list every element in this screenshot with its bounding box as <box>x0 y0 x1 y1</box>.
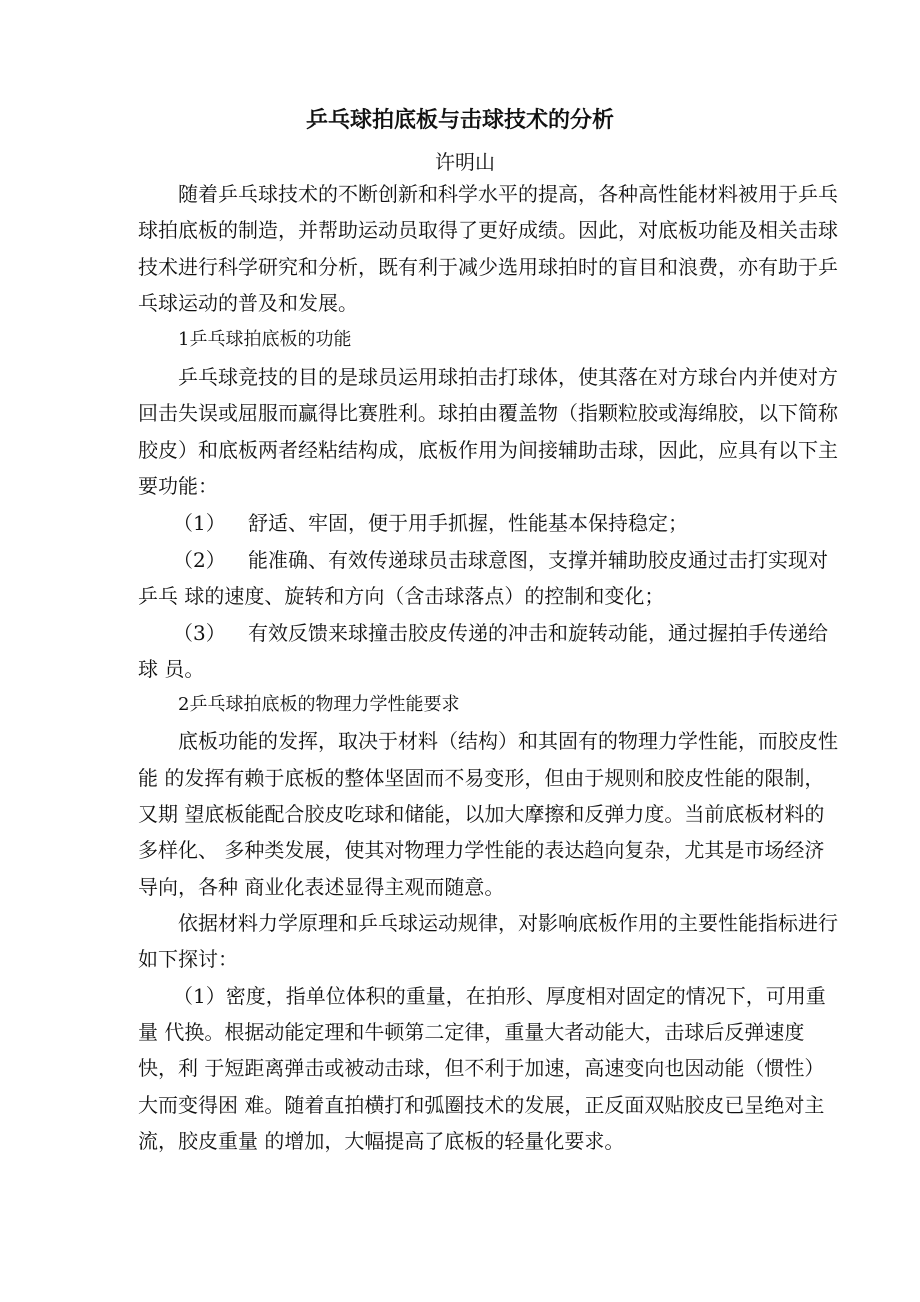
paragraph-line: 球 员。 <box>138 657 205 681</box>
paragraph-line: 又期 望底板能配合胶皮吃球和储能，以加大摩擦和反弹力度。当前底板材料的 <box>138 802 825 826</box>
paragraph-line: 乒乓球竞技的目的是球员运用球拍击打球体，使其落在对方球台内并使对方 <box>178 365 838 389</box>
paragraph-line: 多样化、 多种类发展，使其对物理力学性能的表达趋向复杂，尤其是市场经济 <box>138 838 825 862</box>
document-title: 乒乓球拍底板与击球技术的分析 <box>305 107 614 133</box>
paragraph-line: 技术进行科学研究和分析，既有利于减少选用球拍时的盲目和浪费，亦有助于乒 <box>138 255 838 279</box>
paragraph-line: 量 代换。根据动能定理和牛顿第二定律，重量大者动能大，击球后反弹速度 <box>138 1020 805 1044</box>
list-item-text: 舒适、牢固，便于用手抓握，性能基本保持稳定； <box>248 511 688 535</box>
paragraph-line: 如下探讨： <box>138 947 238 971</box>
section-heading: 1乒乓球拍底板的功能 <box>178 329 352 350</box>
paragraph-line: 回击失误或屈服而赢得比赛胜利。球拍由覆盖物（指颗粒胶或海绵胶，以下简称 <box>138 401 838 425</box>
paragraph-line: 底板功能的发挥，取决于材料（结构）和其固有的物理力学性能，而胶皮性 <box>178 729 838 753</box>
paragraph-line: 依据材料力学原理和乒乓球运动规律，对影响底板作用的主要性能指标进行 <box>178 911 838 935</box>
paragraph-line: 要功能： <box>138 474 218 498</box>
paragraph-line: 能 的发挥有赖于底板的整体坚固而不易变形，但由于规则和胶皮性能的限制， <box>138 766 825 790</box>
paragraph-line: 大而变得困 难。随着直拍横打和弧圈技术的发展，正反面双贴胶皮已呈绝对主 <box>138 1093 825 1117</box>
list-item-text: 有效反馈来球撞击胶皮传递的冲击和旋转动能，通过握拍手传递给 <box>248 621 828 645</box>
paragraph-line: 快，利 于短距离弹击或被动击球，但不利于加速，高速变向也因动能（惯性） <box>138 1056 825 1080</box>
section-heading: 2乒乓球拍底板的物理力学性能要求 <box>178 694 460 715</box>
paragraph-line: 球拍底板的制造，并帮助运动员取得了更好成绩。因此，对底板功能及相关击球 <box>138 218 838 242</box>
paragraph-line: 胶皮）和底板两者经粘结构成，底板作用为间接辅助击球，因此，应具有以下主 <box>138 438 838 462</box>
list-number: （3） <box>173 621 226 645</box>
paragraph-line: 乒乓 球的速度、旋转和方向（含击球落点）的控制和变化； <box>138 584 665 608</box>
paragraph-line: 随着乒乓球技术的不断创新和科学水平的提高，各种高性能材料被用于乒乓 <box>178 182 838 206</box>
paragraph-line: （1）密度，指单位体积的重量，在拍形、厚度相对固定的情况下，可用重 <box>173 984 826 1008</box>
paragraph-line: 流，胶皮重量 的增加，大幅提高了底板的轻量化要求。 <box>138 1129 625 1153</box>
list-number: （2） <box>173 548 226 572</box>
paragraph-line: 乓球运动的普及和发展。 <box>138 291 358 315</box>
paragraph-line: 导向，各种 商业化表述显得主观而随意。 <box>138 875 505 899</box>
list-number: （1） <box>173 511 226 535</box>
list-item-text: 能准确、有效传递球员击球意图，支撑并辅助胶皮通过击打实现对 <box>248 548 828 572</box>
author-name: 许明山 <box>435 150 495 174</box>
